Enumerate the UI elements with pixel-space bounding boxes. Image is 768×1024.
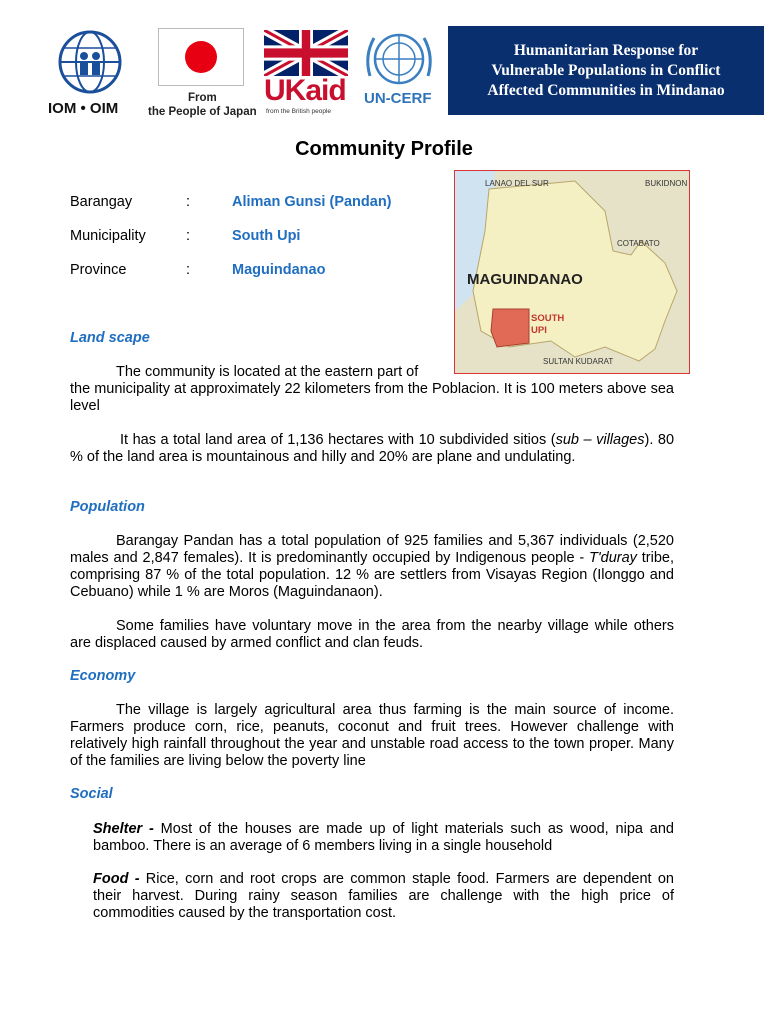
map-area-label-2: UPI bbox=[531, 325, 547, 336]
japan-line2: the People of Japan bbox=[148, 106, 257, 118]
map-province-label: MAGUINDANAO bbox=[467, 271, 583, 288]
food-paragraph bbox=[93, 871, 674, 922]
map-area-label-1: SOUTH bbox=[531, 313, 565, 324]
province-label: Province bbox=[70, 262, 127, 278]
population-p2: Some families have voluntary move in the area from the nearby village while others are displaced caused by armed conflict and clan feuds. bbox=[70, 618, 674, 651]
barangay-label: Barangay bbox=[70, 194, 133, 210]
landscape-p1-rest: the municipality at approximately 22 kilometers from the Poblacion. It is 100 meters above sea level bbox=[70, 381, 674, 414]
shelter-paragraph bbox=[93, 821, 674, 855]
ukaid-label: UKaid bbox=[264, 74, 346, 107]
social-heading: Social bbox=[70, 786, 113, 802]
landscape-p2-italic: sub – villages bbox=[555, 432, 645, 448]
iom-label: IOM • OIM bbox=[48, 100, 119, 117]
population-p1-italic: T'duray bbox=[589, 550, 637, 566]
ukaid-sub: from the British people bbox=[266, 108, 332, 115]
economy-heading: Economy bbox=[70, 668, 136, 684]
un-emblem-icon bbox=[356, 26, 442, 92]
municipality-label: Municipality bbox=[70, 228, 146, 244]
barangay-colon: : bbox=[186, 194, 191, 210]
banner-line1: Humanitarian Response for bbox=[513, 41, 699, 59]
iom-globe-icon bbox=[44, 26, 136, 100]
map-east-label: COTABATO bbox=[617, 239, 660, 248]
iom-logo bbox=[44, 26, 136, 120]
shelter-text: Most of the houses are made up of light materials such as wood, nipa and bamboo. There is an average of 6 members living in a single household bbox=[93, 821, 674, 854]
barangay-value: Aliman Gunsi (Pandan) bbox=[232, 194, 392, 210]
banner-line3: Affected Communities in Mindanao bbox=[487, 81, 725, 99]
landscape-heading: Land scape bbox=[70, 330, 150, 346]
landscape-p2-a: It has a total land area of 1,136 hectares with 10 subdivided sitios ( bbox=[120, 432, 556, 448]
map-ne-label: BUKIDNON bbox=[645, 179, 688, 188]
uncerf-logo bbox=[356, 26, 442, 120]
landscape-p2-b: ). 80 % of the land area is mountainous and hilly and 20% are plane and undulating. bbox=[70, 432, 675, 465]
population-heading: Population bbox=[70, 499, 145, 515]
province-colon: : bbox=[186, 262, 191, 278]
map-south-label: SULTAN KUDARAT bbox=[543, 357, 614, 366]
food-label: Food - bbox=[93, 871, 146, 887]
population-p1-b: tribe, comprising 87 % of the total population. 12 % are settlers from Visayas Region (Ilonggo and Cebuano) while 1 % are Moros (Maguindanaon). bbox=[70, 550, 675, 600]
japan-flag-icon bbox=[158, 28, 244, 86]
ukaid-logo bbox=[264, 30, 350, 118]
project-banner bbox=[448, 26, 764, 115]
food-text: Rice, corn and root crops are common staple food. Farmers are dependent on their harvest. During rainy season families are challenge with the high price of commodities caused by the transportation cost. bbox=[93, 871, 674, 921]
map-north-label: LANAO DEL SUR bbox=[485, 179, 549, 188]
landscape-p1-line1: The community is located at the eastern part of bbox=[116, 364, 419, 380]
population-p1-a: Barangay Pandan has a total population of 925 families and 5,367 individuals (2,520 males and 2,847 females). It is predominantly occupied by Indigenous people - bbox=[70, 533, 674, 566]
municipality-colon: : bbox=[186, 228, 191, 244]
japan-logo bbox=[146, 26, 258, 120]
banner-line2: Vulnerable Populations in Conflict bbox=[491, 61, 721, 79]
location-map bbox=[454, 170, 690, 374]
union-jack-icon bbox=[264, 30, 348, 76]
uncerf-label: UN-CERF bbox=[364, 90, 432, 107]
shelter-label: Shelter - bbox=[93, 821, 161, 837]
economy-p1: The village is largely agricultural area thus farming is the main source of income. Farmers produce corn, rice, peanuts, coconut and fruit trees. However challenge with relatively high rainfall throughout the year and unstable road access to the town proper. Many of the families are living below the poverty line bbox=[70, 702, 674, 769]
japan-line1: From bbox=[188, 92, 217, 104]
page-title: Community Profile bbox=[295, 138, 473, 160]
province-value: Maguindanao bbox=[232, 262, 326, 278]
landscape-p2 bbox=[70, 432, 674, 466]
population-p1 bbox=[70, 533, 674, 601]
municipality-value: South Upi bbox=[232, 228, 301, 244]
